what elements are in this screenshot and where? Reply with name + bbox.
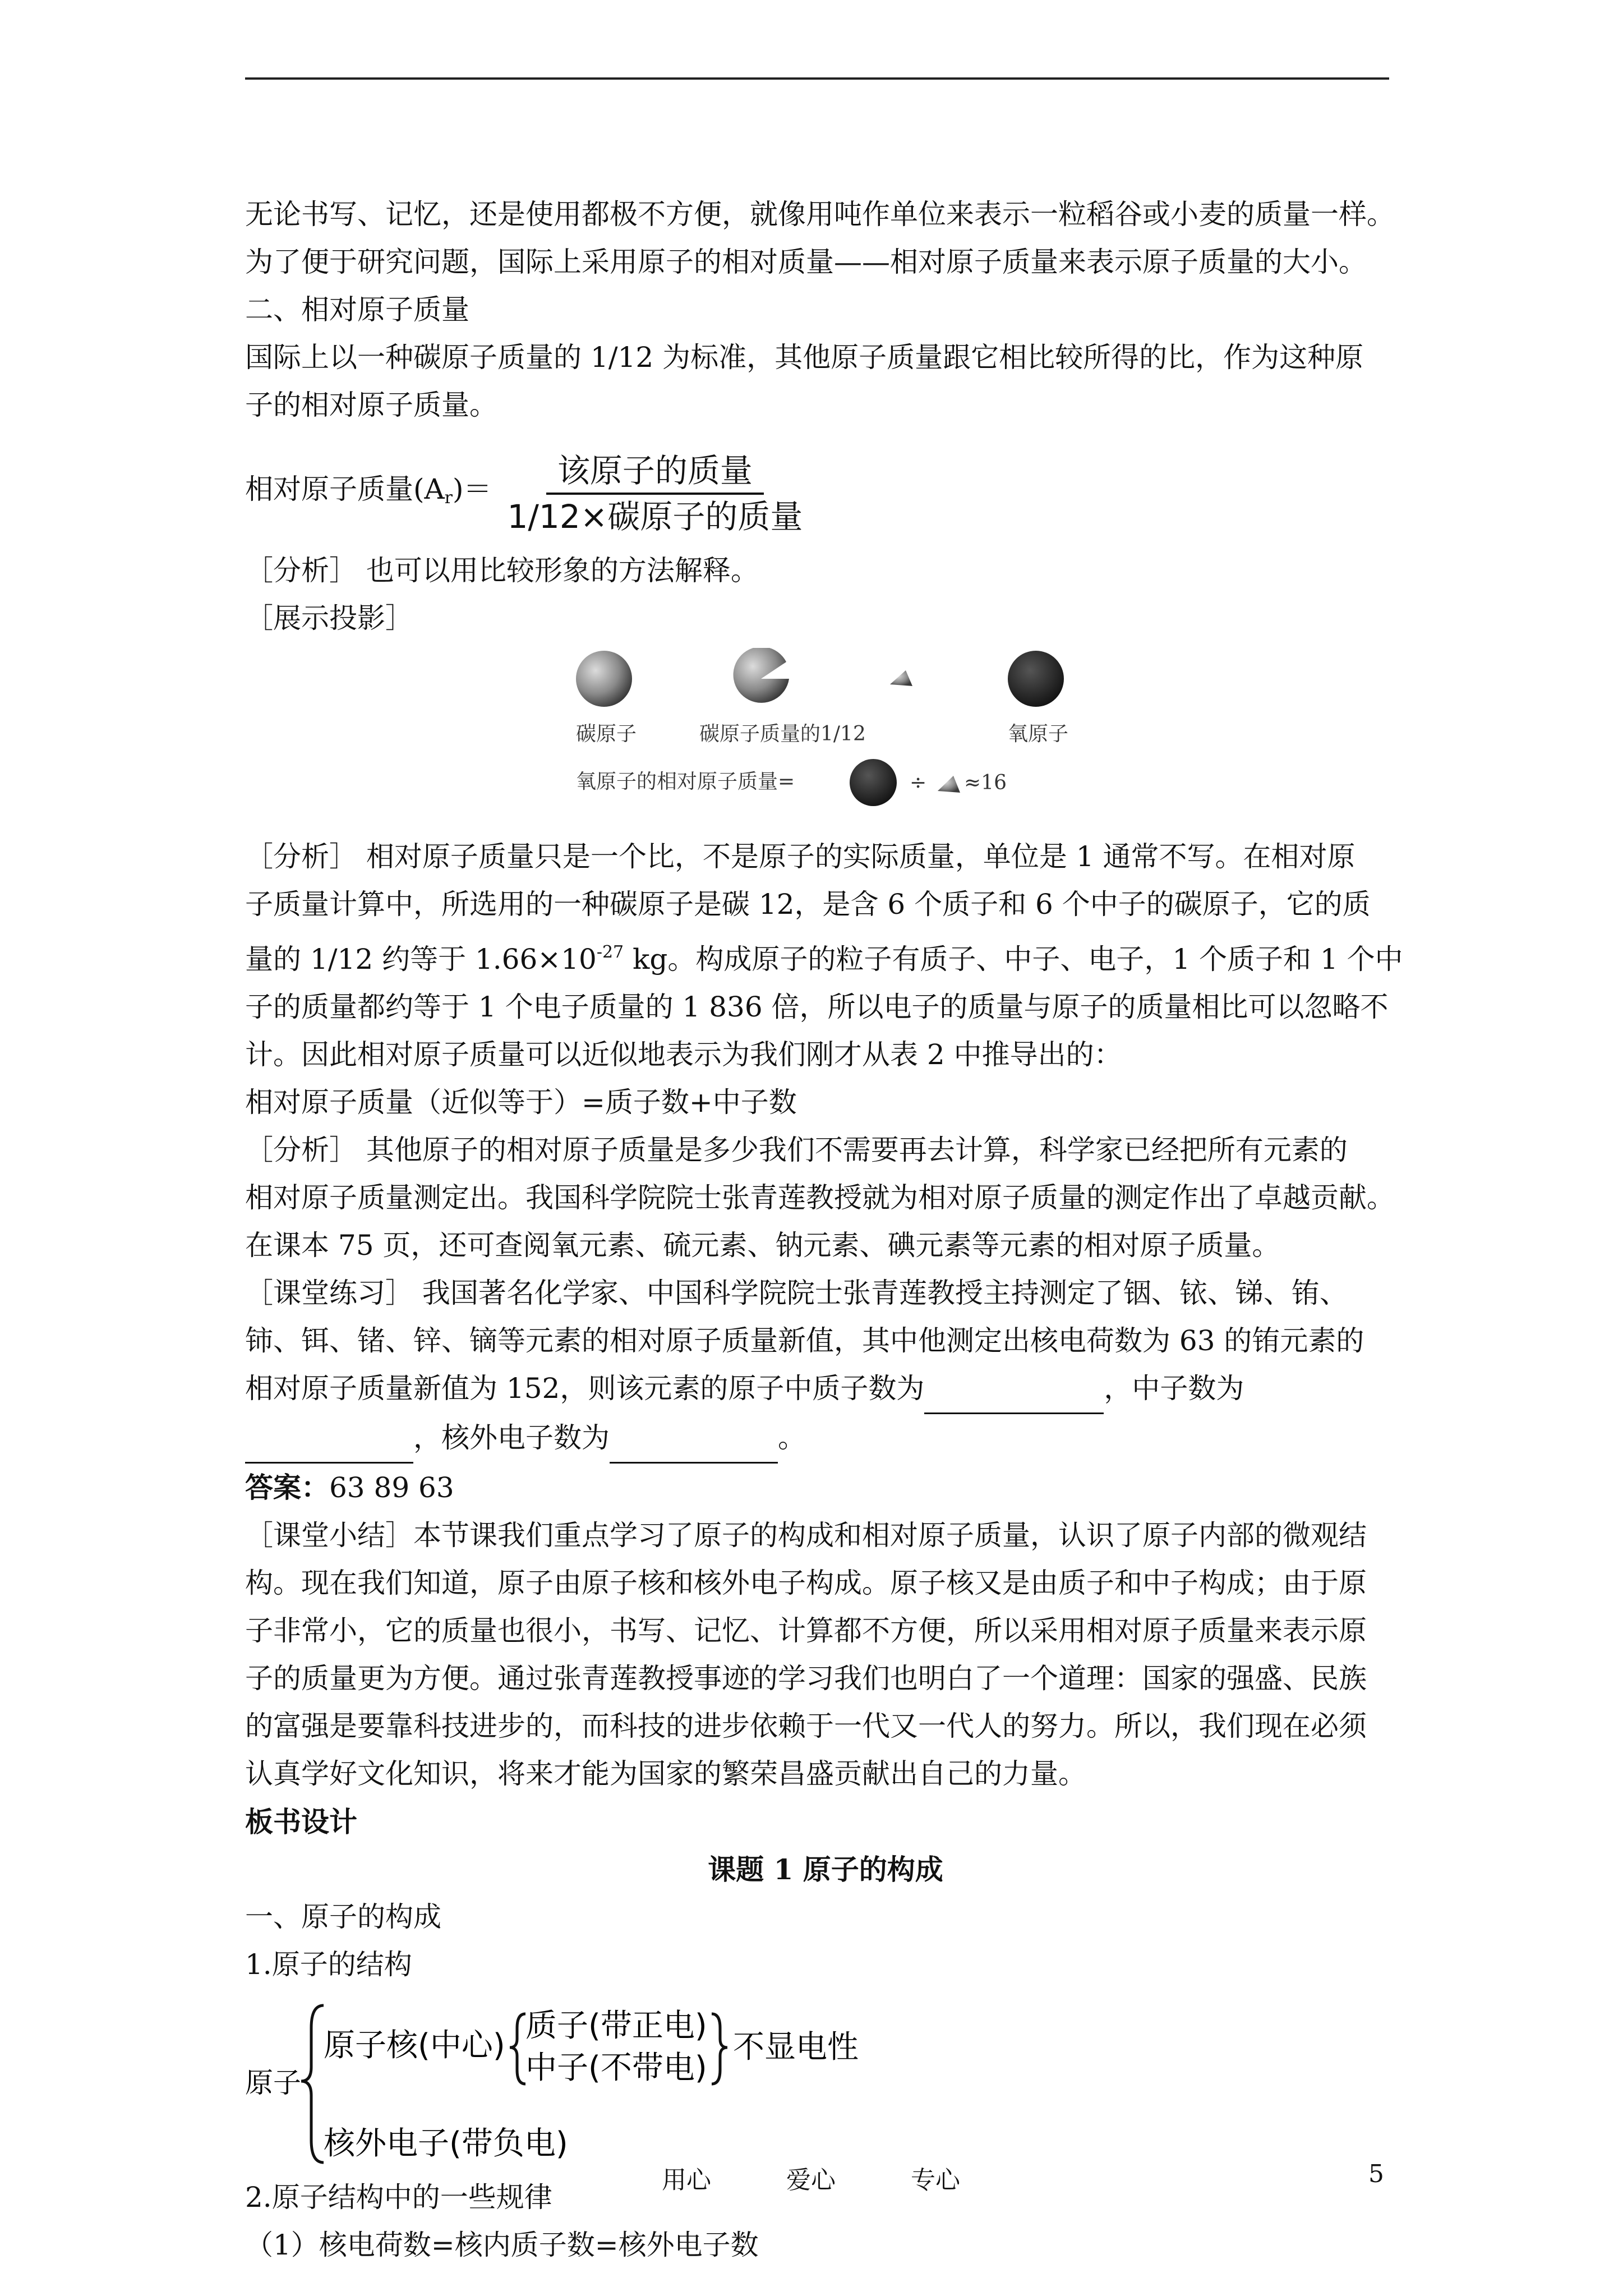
exercise-line [245,1365,1406,1414]
structure-neutral: 不显电性 [733,2029,859,2065]
figure-result: ≈16 [964,771,1007,794]
figure-label-oxygen: 氧原子 [1008,723,1069,746]
proton-count-blank[interactable] [924,1365,1104,1414]
board-heading: 板书设计 [245,1805,357,1838]
summary-line: 构。现在我们知道，原子由原子核和核外电子构成。原子核又是由质子和中子构成；由于原 [245,1567,1367,1599]
formula-lhs [245,466,491,522]
formula-numerator: 该原子的质量 [546,449,764,495]
motto-item: 爱心 [786,2166,836,2194]
text-segment: 相对原子质量新值为 152，则该元素的原子中质子数为 [245,1372,925,1405]
answer-line [245,1464,1406,1512]
atom-comparison-svg [559,648,1120,827]
analysis-line: 在课本 75 页，还可查阅氧元素、硫元素、钠元素、碘元素等元素的相对原子质量。 [245,1229,1280,1262]
section-heading: 二、相对原子质量 [245,293,469,326]
carbon-twelfth-small-icon [938,776,960,793]
formula-lhs-subscript: r [444,488,453,508]
analysis-line: ［分析］ 相对原子质量只是一个比，不是原子的实际质量，单位是 1 通常不写。在相对原 [245,840,1355,873]
exponent: -27 [596,942,624,962]
summary-line: ［课堂小结］本节课我们重点学习了原子的构成和相对原子质量，认识了原子内部的微观结 [245,1519,1367,1552]
carbon-atom-partial-icon [734,648,789,703]
figure-divide: ÷ [910,771,927,794]
exercise-line: 铈、铒、锗、锌、镝等元素的相对原子质量新值，其中他测定出核电荷数为 63 的铕元素的 [245,1324,1364,1357]
analysis-line: ［分析］ 其他原子的相对原子质量是多少我们不需要再去计算，科学家已经把所有元素的 [245,1134,1348,1166]
formula-lhs-suffix: )＝ [452,473,492,505]
nucleus-brace [510,2014,525,2084]
footer-motto [662,2160,1027,2196]
analysis-line: 相对原子质量（近似等于）=质子数+中子数 [245,1086,797,1119]
formula-lhs-prefix: 相对原子质量(A [245,473,445,505]
relative-atomic-mass-formula [245,440,1406,547]
outer-brace [301,2005,324,2162]
section-heading: 一、原子的构成 [245,1901,441,1933]
structure-root: 原子 [245,2067,301,2099]
page-body [245,191,1406,2269]
rule-line: （1）核电荷数=核内质子数=核外电子数 [245,2229,759,2261]
figure-label-carbon: 碳原子 [576,723,637,746]
paragraph-line: 无论书写、记忆，还是使用都极不方便，就像用吨作单位来表示一粒稻谷或小麦的质量一样。 [245,198,1395,231]
electron-count-blank[interactable] [610,1414,778,1464]
text-segment: 。 [778,1421,806,1454]
motto-item: 专心 [911,2166,960,2194]
oxygen-atom-icon [1008,651,1064,707]
subsection-heading: 1.原子的结构 [245,1948,412,1981]
projection-label: ［展示投影］ [245,602,413,634]
analysis-line: 子的质量都约等于 1 个电子质量的 1 836 倍，所以电子的质量与原子的质量相比可以忽略不 [245,991,1389,1023]
summary-line: 子非常小，它的质量也很小，书写、记忆、计算都不方便，所以采用相对原子质量来表示原 [245,1614,1367,1647]
answer-values: 63 89 63 [329,1471,454,1504]
neutral-brace [712,2014,727,2084]
formula-fraction [496,449,814,539]
atom-structure-svg [245,1994,918,2168]
subsection-heading: 2.原子结构中的一些规律 [245,2181,552,2214]
header-rule [245,77,1389,80]
paragraph-line: 子的相对原子质量。 [245,389,497,421]
carbon-atom-icon [576,651,632,707]
exercise-line: ［课堂练习］ 我国著名化学家、中国科学院院士张青莲教授主持测定了铟、铱、锑、铕、 [245,1277,1348,1309]
analysis-line: 子质量计算中，所选用的一种碳原子是碳 12，是含 6 个质子和 6 个中子的碳原子，它的质 [245,888,1371,921]
structure-electron: 核外电子(带负电) [324,2125,568,2162]
board-title: 课题 1 原子的构成 [708,1853,943,1886]
text-segment: 量的 1/12 约等于 1.66×10 [245,943,597,976]
atom-structure-diagram [245,1994,1406,2168]
structure-proton: 质子(带正电) [525,2008,707,2044]
text-segment: kg。构成原子的粒子有质子、中子、电子，1 个质子和 1 个中 [624,943,1403,976]
oxygen-atom-small-icon [850,759,897,806]
text-segment: ，核外电子数为 [413,1421,610,1454]
answer-label: 答案： [245,1471,329,1504]
summary-line: 的富强是要靠科技进步的，而科技的进步依赖于一代又一代人的努力。所以，我们现在必须 [245,1710,1367,1742]
figure-equation-prefix: 氧原子的相对原子质量= [576,770,795,793]
analysis-line: 相对原子质量测定出。我国科学院院士张青莲教授就为相对原子质量的测定作出了卓越贡献。 [245,1181,1395,1214]
analysis-line: 计。因此相对原子质量可以近似地表示为我们刚才从表 2 中推导出的： [245,1038,1122,1071]
text-segment: ，中子数为 [1104,1372,1244,1405]
analysis-line [245,928,1406,983]
exercise-line [245,1414,1406,1464]
summary-line: 子的质量更为方便。通过张青莲教授事迹的学习我们也明白了一个道理：国家的强盛、民族 [245,1662,1367,1695]
figure-label-carbon-twelfth: 碳原子质量的1/12 [699,723,866,746]
structure-neutron: 中子(不带电) [525,2050,707,2086]
paragraph-line: 为了便于研究问题，国际上采用原子的相对质量——相对原子质量来表示原子质量的大小。 [245,246,1367,278]
neutron-count-blank[interactable] [245,1414,413,1464]
analysis-line: ［分析］ 也可以用比较形象的方法解释。 [245,554,759,587]
carbon-twelfth-icon [890,670,912,686]
motto-item: 用心 [662,2166,711,2194]
atom-comparison-figure [245,648,1406,827]
summary-line: 认真学好文化知识，将来才能为国家的繁荣昌盛贡献出自己的力量。 [245,1757,1086,1790]
page-number: 5 [1368,2160,1384,2188]
formula-denominator: 1/12×碳原子的质量 [507,498,803,536]
paragraph-line: 国际上以一种碳原子质量的 1/12 为标准，其他原子质量跟它相比较所得的比，作为这种原 [245,341,1364,374]
structure-nucleus: 原子核(中心) [324,2027,505,2064]
